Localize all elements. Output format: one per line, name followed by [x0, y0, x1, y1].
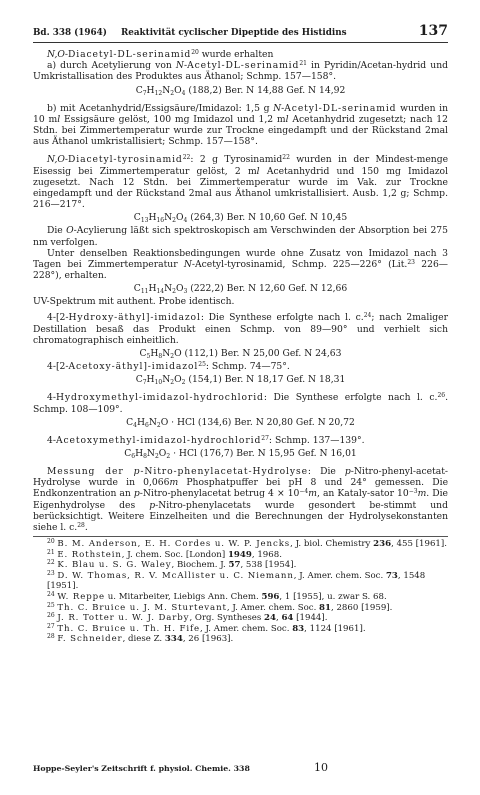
running-title: Reaktivität cyclischer Dipeptide des Histidins — [120, 28, 347, 38]
paragraph: 4-[2-Acetoxy-äthyl]-imidazol$^{25}$: Schmp. 74—75°. — [47, 361, 290, 373]
paragraph: 4-[2-Hydroxy-äthyl]-imidazol: Die Synthese erfolgte nach l. c.$^{24}$; nach 2maliger Destillation besaß das Produkt einen Schmp. von 89—90° und verhielt sich chromatographisch einheitlich. — [33, 312, 448, 346]
paragraph: N,O-Diacetyl-tyrosinamid$^{22}$: 2 g Tyrosinamid$^{22}$ wurden in der Mindest-menge Eisessig bei Zimmertemperatur gelöst, 2 ml Acetanhydrid und 150 mg Imidazol zugesetzt. Nach 12 Stdn. bei Zimmertemperatur wurde im Vak. zur Trockne eingedampft und der Rückstand 2mal aus Äthanol umkristallisiert. Ausb. 1,2 g; Schmp. 216—217°. — [33, 154, 449, 211]
paragraph: a) durch Acetylierung von N-Acetyl-DL-serinamid$^{21}$ in Pyridin/Acetan-hydrid und Umkristallisation des Produktes aus Äthanol; Schmp. 157—158°. — [33, 60, 448, 83]
footnote: $^{23}$ D. W. Thomas, R. V. McAllister u. C. Niemann, J. Amer. chem. Soc. 73, 1548 [1951]. — [47, 569, 426, 592]
footnote: $^{21}$ E. Rothstein, J. chem. Soc. [London] 1949, 1968. — [47, 548, 282, 560]
footnote: $^{27}$ Th. C. Bruice u. Th. H. Fife, J. Amer. chem. Soc. 83, 1124 [1961]. — [47, 622, 366, 634]
footnote: $^{22}$ K. Blau u. S. G. Waley, Biochem. J. 57, 538 [1954]. — [47, 559, 297, 571]
page-footer — [33, 762, 448, 774]
analysis-formula-line: $C_7H_{12}N_2O_4$ (188,2) Ber. N 14,88 Gef. N 14,92 — [135, 84, 346, 97]
footnote-divider — [33, 536, 448, 537]
paragraph: N,O-Diacetyl-DL-serinamid$^{20}$ wurde erhalten — [47, 49, 274, 61]
footnote: $^{20}$ B. M. Anderson, E. H. Cordes u. W. P. Jencks, J. biol. Chemistry 236, 455 [1961]. — [47, 538, 447, 550]
paragraph: Unter denselben Reaktionsbedingungen wurde ohne Zusatz von Imidazol nach 3 Tagen bei Zimmertemperatur N-Acetyl-tyrosinamid, Schmp. 225—226° (Lit.$^{23}$ 226—228°), erhalten. — [33, 247, 448, 281]
analysis-formula-line: $C_7H_{10}N_2O_2$ (154,1) Ber. N 18,17 Gef. N 18,31 — [135, 374, 346, 387]
footnote: $^{24}$ W. Reppe u. Mitarbeiter, Liebigs Ann. Chem. 596, 1 [1955], u. zwar S. 68. — [47, 591, 387, 603]
analysis-formula-line: $C_{13}H_{16}N_2O_4$ (264,3) Ber. N 10,60 Gef. N 10,45 — [133, 212, 348, 225]
running-header — [33, 23, 448, 43]
paragraph: 4-Hydroxymethyl-imidazol-hydrochlorid: Die Synthese erfolgte nach l. c.$^{26}$. Schmp. 108—109°. — [33, 392, 448, 415]
paragraph-gap — [33, 147, 448, 154]
footnotes — [33, 539, 448, 645]
analysis-formula-line: $C_4H_6N_2O$ · HCl (134,6) Ber. N 20,80 Gef. N 20,72 — [126, 416, 355, 429]
volume-info: Bd. 338 (1964) — [33, 28, 107, 38]
paragraph: Die O-Acylierung läßt sich spektroskopisch am Verschwinden der Absorption bei 275 nm verfolgen. — [33, 225, 448, 248]
paragraph: Messung der p-Nitro-phenylacetat-Hydrolyse: Die p-Nitro-phenyl-acetat-Hydrolyse wurde in 0,066m Phosphatpuffer bei pH 8 und 24° gemessen. Die Endkonzentration an p-Nitro-phenylacetat betrug $4 \times 10^{-4}m$, an Kataly-sator $10^{-3}m$. Die Eigenhydrolyse des p-Nitro-phenylacetats wurde gesondert be-stimmt und berücksichtigt. Weitere Einzelheiten und die Berechnungen der Hydrolysekonstanten siehe l. c.$^{28}$. — [33, 466, 449, 533]
paragraph: UV-Spektrum mit authent. Probe identisch. — [33, 296, 235, 308]
analysis-formula-line: $C_{11}H_{14}N_2O_3$ (222,2) Ber. N 12,60 Gef. N 12,66 — [133, 283, 348, 296]
footnote: $^{26}$ J. R. Totter u. W. J. Darby, Org. Syntheses 24, 64 [1944]. — [47, 612, 328, 624]
analysis-formula-line: $C_6H_8N_2O_2$ · HCl (176,7) Ber. N 15,95 Gef. N 16,01 — [124, 448, 357, 460]
page-number: 137 — [418, 23, 448, 39]
journal-name: Hoppe-Seyler's Zeitschrift f. physiol. Chemie. 338 — [33, 764, 250, 773]
footnote: $^{25}$ Th. C. Bruice u. J. M. Sturtevant, J. Amer. chem. Soc. 81, 2860 [1959]. — [47, 601, 393, 613]
analysis-formula-line: $C_5H_8N_2O$ (112,1) Ber. N 25,00 Gef. N 24,63 — [139, 347, 342, 360]
paragraph: 4-Acetoxymethyl-imidazol-hydrochlorid$^{27}$: Schmp. 137—139°. — [47, 434, 365, 446]
sheet-number: 10 — [314, 761, 328, 774]
footnote: $^{28}$ F. Schneider, diese Z. 334, 26 [1963]. — [47, 633, 234, 645]
body-text — [33, 49, 448, 533]
paragraph: b) mit Acetanhydrid/Essigsäure/Imidazol: 1,5 g N-Acetyl-DL-serinamid wurden in 10 ml Essigsäure gelöst, 100 mg Imidazol und 1,2 ml Acetanhydrid zugesetzt; nach 12 Stdn. bei Zimmertemperatur wurde zur Trockne eingedampft und der Rückstand 2mal aus Äthanol umkristallisiert; Schmp. 157—158°. — [33, 102, 448, 148]
